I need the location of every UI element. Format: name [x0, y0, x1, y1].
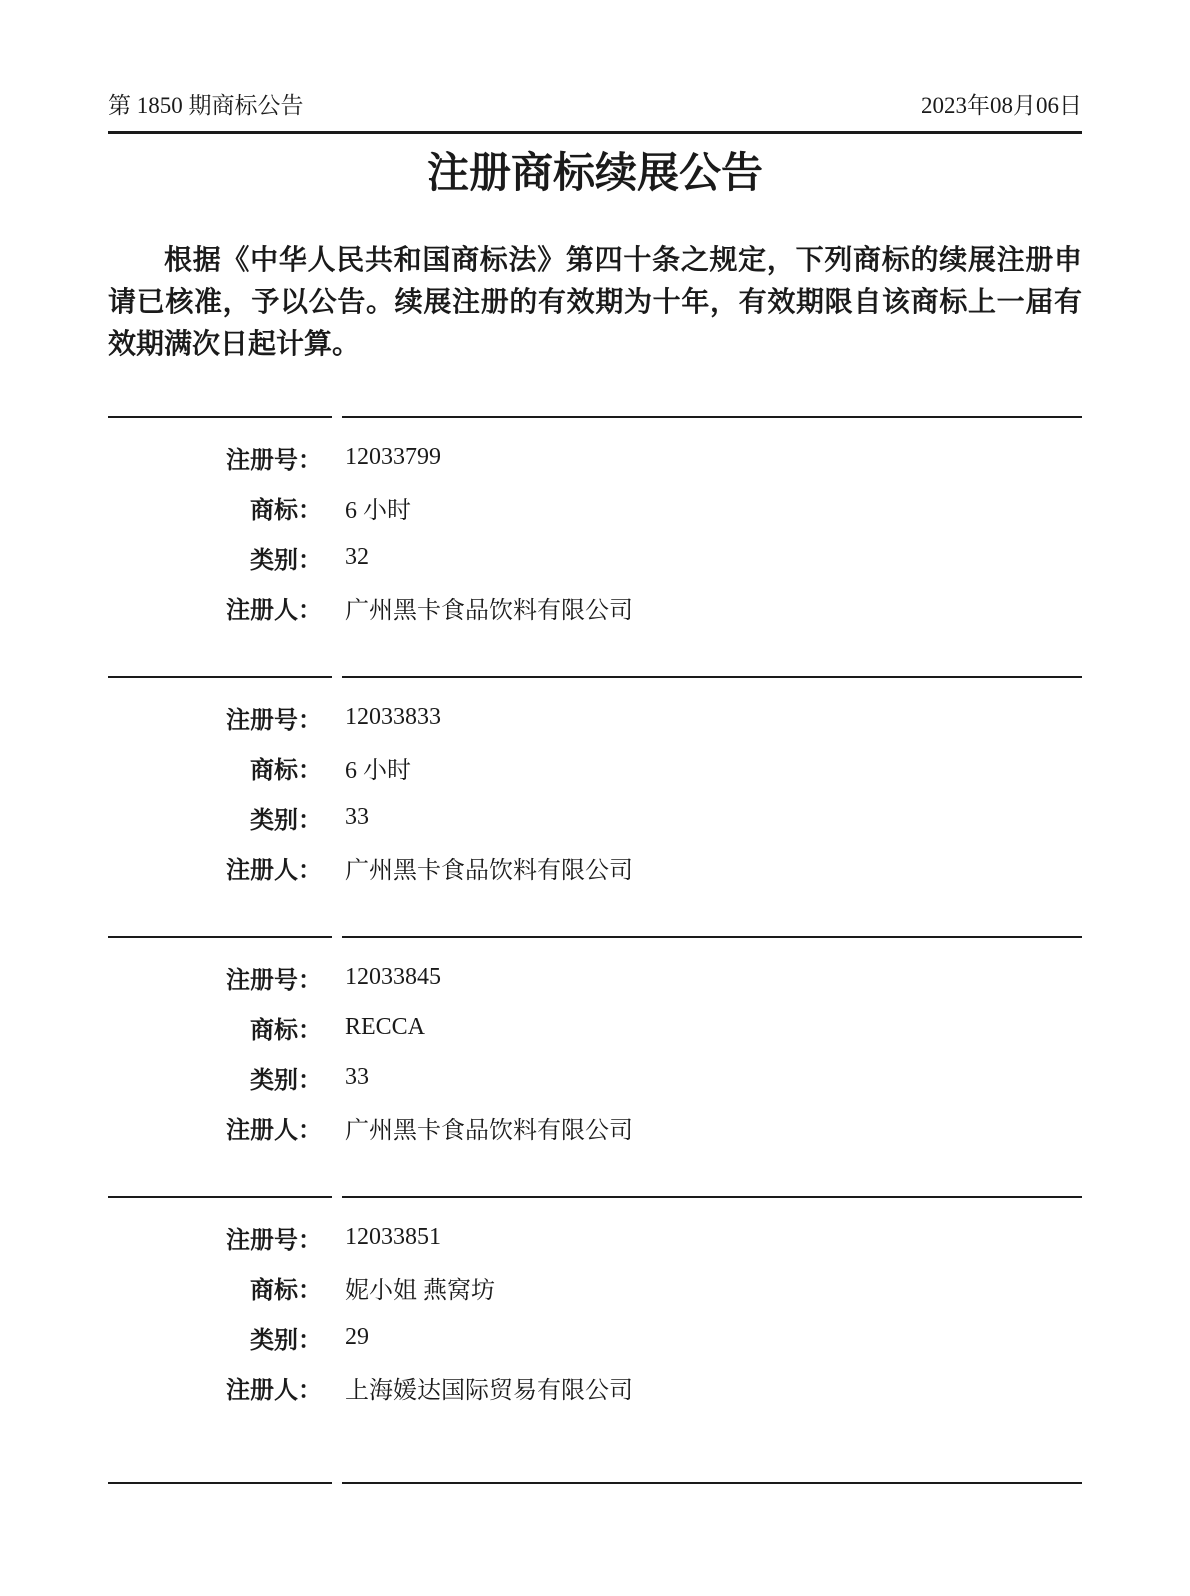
- category-label: 类别：: [250, 1327, 322, 1354]
- record-row-registrant: [108, 1362, 1082, 1412]
- category-label: 类别：: [250, 807, 322, 834]
- record-row-registrant: [108, 582, 1082, 632]
- trademark-record: [108, 936, 1082, 1196]
- registrant-label: 注册人：: [226, 597, 322, 624]
- record-row-category: [108, 1312, 1082, 1362]
- trademark-label: 商标：: [250, 1277, 322, 1304]
- trademark-record: [108, 676, 1082, 936]
- trademark-label: 商标：: [250, 757, 322, 784]
- category-label: 类别：: [250, 547, 322, 574]
- header-divider: [108, 131, 1082, 134]
- category-value: 33: [345, 803, 369, 830]
- record-row-trademark: [108, 482, 1082, 532]
- reg-no-value: 12033845: [345, 963, 441, 990]
- registrant-label: 注册人：: [226, 1117, 322, 1144]
- record-row-reg-no: [108, 692, 1082, 742]
- reg-no-label: 注册号：: [226, 1227, 322, 1254]
- gazette-issue-label: 第 1850 期商标公告: [108, 93, 304, 118]
- category-value: 32: [345, 543, 369, 570]
- category-value: 29: [345, 1323, 369, 1350]
- records-list: [108, 416, 1082, 1482]
- registrant-value: 上海媛达国际贸易有限公司: [345, 1377, 633, 1404]
- reg-no-label: 注册号：: [226, 967, 322, 994]
- gazette-date-label: 2023年08月06日: [921, 93, 1082, 118]
- record-row-reg-no: [108, 952, 1082, 1002]
- reg-no-value: 12033799: [345, 443, 441, 470]
- trademark-value: 妮小姐 燕窝坊: [345, 1277, 495, 1304]
- category-label: 类别：: [250, 1067, 322, 1094]
- reg-no-value: 12033851: [345, 1223, 441, 1250]
- registrant-value: 广州黑卡食品饮料有限公司: [345, 1117, 633, 1144]
- record-row-registrant: [108, 842, 1082, 892]
- trademark-record: [108, 416, 1082, 676]
- reg-no-label: 注册号：: [226, 447, 322, 474]
- record-row-trademark: [108, 1002, 1082, 1052]
- page-header: [108, 0, 1082, 120]
- record-row-trademark: [108, 742, 1082, 792]
- registrant-label: 注册人：: [226, 857, 322, 884]
- trademark-value: 6 小时: [345, 497, 411, 524]
- bottom-divider: [108, 1482, 1082, 1484]
- page-content: [108, 0, 1082, 1484]
- reg-no-label: 注册号：: [226, 707, 322, 734]
- registrant-label: 注册人：: [226, 1377, 322, 1404]
- trademark-record: [108, 1196, 1082, 1482]
- registrant-value: 广州黑卡食品饮料有限公司: [345, 857, 633, 884]
- trademark-value: 6 小时: [345, 757, 411, 784]
- page-title: 注册商标续展公告: [426, 151, 763, 197]
- record-row-reg-no: [108, 1212, 1082, 1262]
- record-row-reg-no: [108, 432, 1082, 482]
- trademark-value: RECCA: [345, 1013, 426, 1040]
- record-row-category: [108, 792, 1082, 842]
- registrant-value: 广州黑卡食品饮料有限公司: [345, 597, 633, 624]
- record-row-category: [108, 1052, 1082, 1102]
- reg-no-value: 12033833: [345, 703, 441, 730]
- trademark-label: 商标：: [250, 1017, 322, 1044]
- trademark-label: 商标：: [250, 497, 322, 524]
- record-row-registrant: [108, 1102, 1082, 1152]
- record-row-category: [108, 532, 1082, 582]
- intro-paragraph: 根据《中华人民共和国商标法》第四十条之规定，下列商标的续展注册申请已核准，予以公告。续展注册的有效期为十年，有效期限自该商标上一届有效期满次日起计算。: [108, 245, 1082, 360]
- record-row-trademark: [108, 1262, 1082, 1312]
- category-value: 33: [345, 1063, 369, 1090]
